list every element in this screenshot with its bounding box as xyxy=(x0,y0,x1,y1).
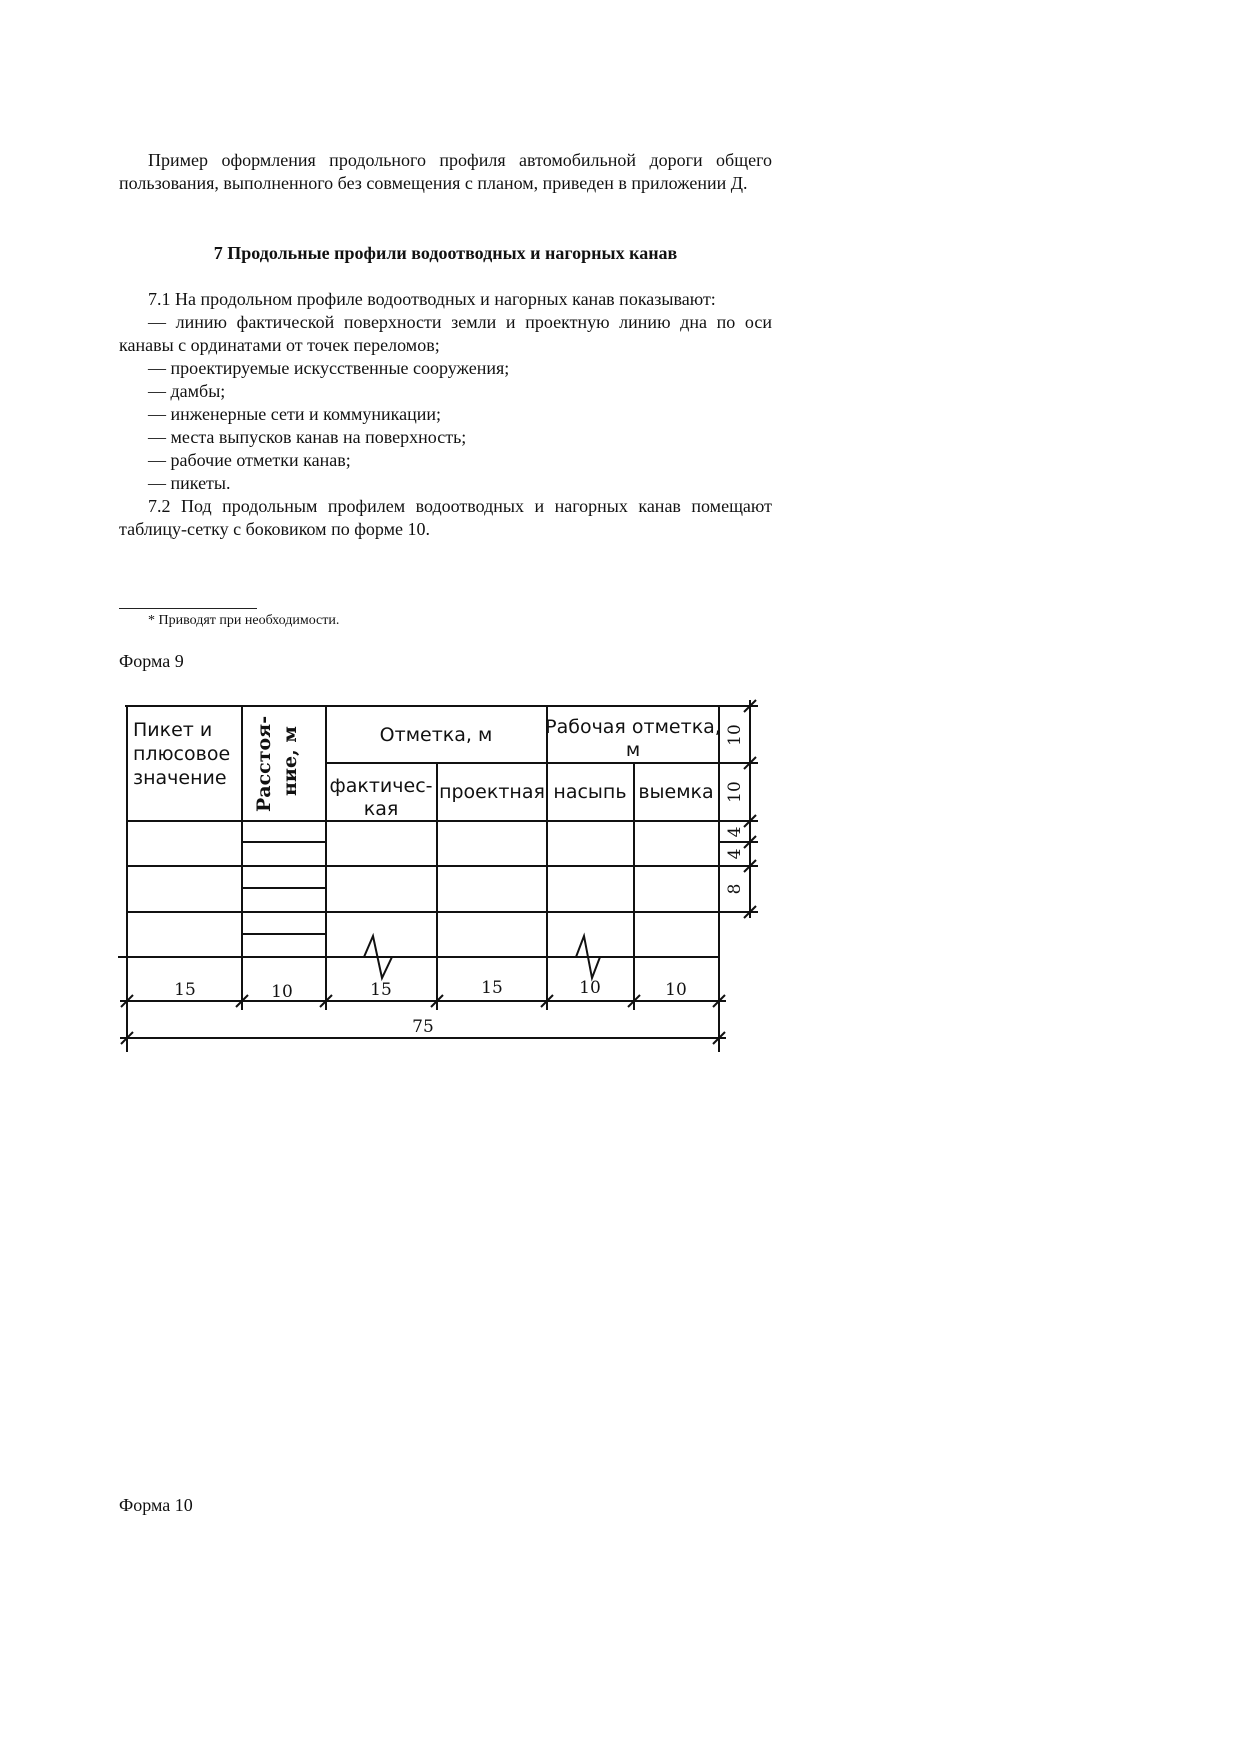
header-rabochaya-line1: Рабочая отметка, xyxy=(545,716,721,738)
header-proekt: проектная xyxy=(439,781,545,803)
header-rasst-line1: Расстоя- xyxy=(253,715,275,812)
header-piket-line3: значение xyxy=(133,767,227,789)
list-item: — пикеты. xyxy=(148,473,231,493)
col-width-label: 15 xyxy=(370,980,392,1000)
form9-label: Форма 9 xyxy=(119,651,184,671)
paragraph-7-1: 7.1 На продольном профиле водоотводных и нагорных канав показывают: xyxy=(148,289,716,309)
col-width-label: 10 xyxy=(665,980,687,1000)
col-width-label: 15 xyxy=(174,980,196,1000)
header-piket-line2: плюсовое xyxy=(133,743,231,765)
row-height-label: 8 xyxy=(725,883,745,895)
list-item: — дамбы; xyxy=(148,381,226,401)
intro-paragraph: Пример оформления продольного профиля автомобильной дороги общего пользования, выполненного без совмещения с планом, приведен в приложении Д. xyxy=(119,150,772,193)
list-item: — места выпусков канав на поверхность; xyxy=(148,427,467,447)
col-width-label: 15 xyxy=(481,978,503,998)
header-fakt-line1: фактичес- xyxy=(329,775,433,797)
row-height-label: 4 xyxy=(725,848,745,860)
col-width-label: 10 xyxy=(579,978,601,998)
col-width-label: 10 xyxy=(271,982,293,1002)
section-heading: 7 Продольные профили водоотводных и нагорных канав xyxy=(213,243,678,263)
list-item: — инженерные сети и коммуникации; xyxy=(148,404,442,424)
footnote: * Приводят при необходимости. xyxy=(148,613,340,628)
list-item: — проектируемые искусственные сооружения; xyxy=(148,358,510,378)
row-height-label: 10 xyxy=(725,724,745,746)
list-item: — рабочие отметки канав; xyxy=(148,450,351,470)
header-rabochaya-line2: м xyxy=(625,739,641,761)
form10-label: Форма 10 xyxy=(119,1495,193,1515)
header-rasst-line2: ние, м xyxy=(279,726,301,796)
header-vyemka: выемка xyxy=(638,781,714,803)
list-item: — линию фактической поверхности земли и проектную линию дна по оси канавы с ординатами от точек переломов; xyxy=(119,312,772,355)
row-height-label: 4 xyxy=(725,826,745,838)
paragraph-7-2: 7.2 Под продольным профилем водоотводных и нагорных канав помещают таблицу-сетку с боковиком по форме 10. xyxy=(119,496,772,539)
total-width-label: 75 xyxy=(412,1017,434,1037)
row-height-label: 10 xyxy=(725,781,745,803)
header-fakt-line2: кая xyxy=(363,798,399,820)
header-nasyp: насыпь xyxy=(553,781,627,803)
header-otmetka: Отметка, м xyxy=(379,724,493,746)
header-piket-line1: Пикет и xyxy=(133,719,213,741)
